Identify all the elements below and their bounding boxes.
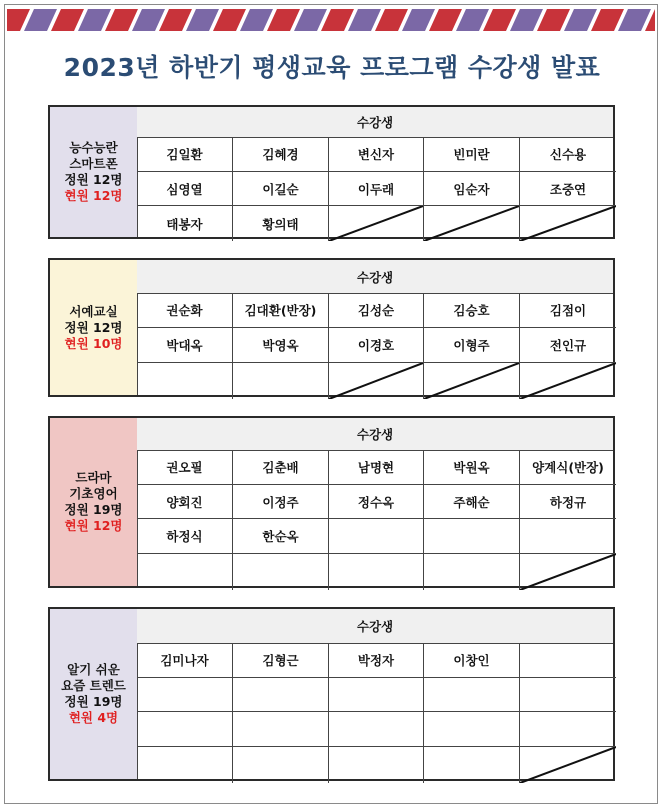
diagonal-line xyxy=(520,363,616,399)
student-name-cell: 박정자 xyxy=(329,643,424,678)
empty-cell xyxy=(329,747,424,783)
empty-cell xyxy=(520,519,616,554)
empty-cell xyxy=(520,712,616,747)
student-name-cell: 김승호 xyxy=(424,293,520,328)
empty-cell xyxy=(520,678,616,712)
empty-cell xyxy=(424,712,520,747)
diagonal-line xyxy=(520,747,616,783)
stripe-segment xyxy=(456,9,489,31)
student-name-cell: 박대옥 xyxy=(137,328,233,363)
empty-cell xyxy=(329,678,424,712)
empty-cell xyxy=(329,519,424,554)
student-name-cell: 한순옥 xyxy=(233,519,329,554)
student-name-cell: 신수용 xyxy=(520,137,616,172)
student-name-cell: 조중연 xyxy=(520,172,616,206)
student-header: 수강생 xyxy=(137,609,613,644)
stripe-segment xyxy=(267,9,300,31)
student-name-cell: 태봉자 xyxy=(137,206,233,241)
student-name-cell: 하정식 xyxy=(137,519,233,554)
current-enrollment-label: 현원 12명 xyxy=(64,518,123,533)
empty-cell xyxy=(424,747,520,783)
empty-slot-slash xyxy=(424,206,520,241)
program-name-line: 스마트폰 xyxy=(69,156,118,171)
program-info xyxy=(50,418,138,586)
diagonal-line xyxy=(329,363,423,399)
student-name-cell: 박영옥 xyxy=(233,328,329,363)
empty-cell xyxy=(137,363,233,399)
student-name-cell: 양회진 xyxy=(137,485,233,519)
empty-cell xyxy=(424,519,520,554)
student-name-cell: 하정규 xyxy=(520,485,616,519)
program-section xyxy=(48,258,615,397)
student-name-cell: 남명현 xyxy=(329,450,424,485)
student-name-cell: 김혜경 xyxy=(233,137,329,172)
student-name-cell: 김춘배 xyxy=(233,450,329,485)
stripe-segment xyxy=(618,9,651,31)
stripe-segment xyxy=(294,9,327,31)
stripe-segment xyxy=(321,9,354,31)
empty-cell xyxy=(520,643,616,678)
current-enrollment-label: 현원 10명 xyxy=(64,335,123,351)
student-name-cell: 권오필 xyxy=(137,450,233,485)
empty-cell xyxy=(233,554,329,590)
student-name-cell: 김대환(반장) xyxy=(233,293,329,328)
diagonal-line xyxy=(424,363,519,399)
empty-cell xyxy=(424,554,520,590)
program-info xyxy=(50,260,138,395)
empty-slot-slash xyxy=(329,363,424,399)
diagonal-line xyxy=(520,554,616,590)
program-name-line: 서예교실 xyxy=(69,303,118,319)
empty-cell xyxy=(137,747,233,783)
empty-cell xyxy=(329,712,424,747)
program-name-line: 알기 쉬운 xyxy=(67,662,120,677)
stripe-segment xyxy=(483,9,516,31)
program-section xyxy=(48,607,615,781)
student-name-cell: 김형근 xyxy=(233,643,329,678)
program-name-line: 기초영어 xyxy=(69,486,118,501)
program-section xyxy=(48,416,615,588)
student-name-cell: 이정주 xyxy=(233,485,329,519)
current-enrollment-label: 현원 4명 xyxy=(68,710,119,725)
student-name-cell: 황의태 xyxy=(233,206,329,241)
student-name-cell: 정수옥 xyxy=(329,485,424,519)
page-title: 2023년 하반기 평생교육 프로그램 수강생 발표 xyxy=(63,53,601,82)
stripe-segment xyxy=(186,9,219,31)
stripe-segment xyxy=(564,9,597,31)
student-name-cell: 주해순 xyxy=(424,485,520,519)
program-info xyxy=(50,609,138,779)
stripe-segment xyxy=(348,9,381,31)
stripe-segment xyxy=(429,9,462,31)
stripe-segment xyxy=(375,9,408,31)
student-name-cell: 심영열 xyxy=(137,172,233,206)
capacity-label: 정원 12명 xyxy=(64,319,123,335)
student-name-cell: 박원옥 xyxy=(424,450,520,485)
student-name-cell: 이두래 xyxy=(329,172,424,206)
student-grid xyxy=(137,418,613,586)
student-name-cell: 양계식(반장) xyxy=(520,450,616,485)
empty-slot-slash xyxy=(520,747,616,783)
diagonal-line xyxy=(329,206,423,241)
stripe-segment xyxy=(537,9,570,31)
empty-slot-slash xyxy=(520,206,616,241)
student-header: 수강생 xyxy=(137,260,613,294)
stripe-segment xyxy=(51,9,84,31)
student-name-cell: 권순화 xyxy=(137,293,233,328)
empty-cell xyxy=(233,678,329,712)
student-grid xyxy=(137,107,613,237)
decorative-stripe-banner xyxy=(7,9,655,31)
student-grid xyxy=(137,609,613,779)
stripe-segment xyxy=(159,9,192,31)
current-enrollment-label: 현원 12명 xyxy=(64,188,123,203)
student-name-cell: 빈미란 xyxy=(424,137,520,172)
stripe-segment xyxy=(591,9,624,31)
student-name-cell: 이경호 xyxy=(329,328,424,363)
program-name-line: 능수능란 xyxy=(69,140,118,155)
empty-cell xyxy=(233,712,329,747)
capacity-label: 정원 12명 xyxy=(64,172,123,187)
student-name-cell: 이창인 xyxy=(424,643,520,678)
student-name-cell: 이길순 xyxy=(233,172,329,206)
stripe-segment xyxy=(240,9,273,31)
student-name-cell: 김점이 xyxy=(520,293,616,328)
diagonal-line xyxy=(520,206,616,241)
student-name-cell: 변신자 xyxy=(329,137,424,172)
student-name-cell: 김일환 xyxy=(137,137,233,172)
student-name-cell: 전인규 xyxy=(520,328,616,363)
student-name-cell: 김미나자 xyxy=(137,643,233,678)
program-name-line: 요즘 트렌드 xyxy=(61,678,126,693)
stripe-graphic xyxy=(7,9,655,31)
student-header: 수강생 xyxy=(137,107,613,138)
empty-slot-slash xyxy=(329,206,424,241)
stripe-segment xyxy=(132,9,165,31)
stripe-segment xyxy=(24,9,57,31)
empty-cell xyxy=(137,712,233,747)
student-name-cell: 김성순 xyxy=(329,293,424,328)
program-info xyxy=(50,107,138,237)
capacity-label: 정원 19명 xyxy=(64,502,123,517)
program-name-line: 드라마 xyxy=(75,470,112,485)
stripe-segment xyxy=(105,9,138,31)
empty-cell xyxy=(233,747,329,783)
program-section xyxy=(48,105,615,239)
student-grid xyxy=(137,260,613,395)
empty-slot-slash xyxy=(520,554,616,590)
student-name-cell: 임순자 xyxy=(424,172,520,206)
empty-cell xyxy=(137,554,233,590)
stripe-segment xyxy=(78,9,111,31)
student-name-cell: 이형주 xyxy=(424,328,520,363)
stripe-segment xyxy=(213,9,246,31)
diagonal-line xyxy=(424,206,519,241)
empty-cell xyxy=(329,554,424,590)
empty-slot-slash xyxy=(520,363,616,399)
empty-cell xyxy=(233,363,329,399)
student-header: 수강생 xyxy=(137,418,613,451)
empty-slot-slash xyxy=(424,363,520,399)
stripe-segment xyxy=(510,9,543,31)
capacity-label: 정원 19명 xyxy=(64,694,123,709)
stripe-segment xyxy=(402,9,435,31)
empty-cell xyxy=(424,678,520,712)
empty-cell xyxy=(137,678,233,712)
